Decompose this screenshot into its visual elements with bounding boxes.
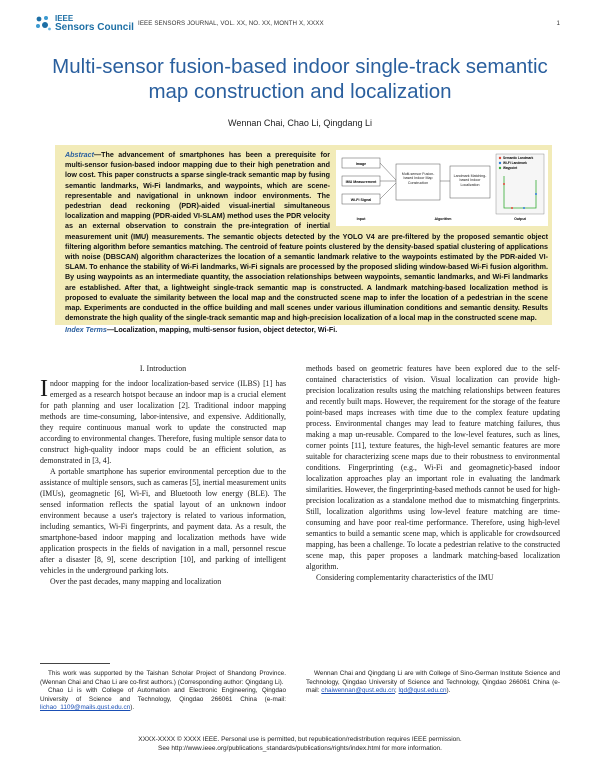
fig-legend-wifi: Wi-Fi Landmark (503, 161, 527, 166)
fig-label-output: Output (514, 217, 526, 221)
abstract (65, 150, 548, 323)
copyright-notice (40, 736, 560, 753)
body-column-right (306, 363, 560, 583)
footnote-rule (40, 663, 110, 664)
sensors-council-logo-icon (34, 14, 52, 32)
ieee-sensors-logo (34, 14, 134, 32)
abstract-body: —The advancement of smartphones has been a prerequisite for multi-sensor fusion-based indoor mapping due to their high penetration and low cost. This paper constructs a sparse single-track semantic map by fusing semantic landmarks, Wi-Fi landmarks, and waypoints, which are scene-representable and navigational in unknown indoor environments. The pedestrian dead reckoning (PDR)-aided visual-inertial simultaneous localization and mapping (PDR-aided VI-SLAM) method uses the PDR velocity as an external observation to constrain the pre-integration of inertial measurement unit (IMU) measurements. The semantic objects detected by the YOLO V4 are pre-filtered by the proposed semantic object filtering algorithm before semantics matching. The centroid of feature points clustered by the density-based spatial clustering of applications with noise (DBSCAN) algorithm characterizes the location of a semantic landmark relative to the waypoints estimated by the PDR-aided VI-SLAM. To enhance the stability of Wi-Fi landmarks, Wi-Fi signals are processed by the proposed sliding window-based Wi-Fi fusion algorithm. By using waypoints as an intermediate quantity, the association relationships between waypoints, semantic landmarks, and Wi-Fi landmarks are established. After that, a lightweight single-track semantic map is constructed. A landmark matching-based localization method is proposed to evaluate the similarity between the local map and the constructed scene map to infer the location of a pedestrian in the scene map. Experiments are conducted in the office building and mall scenes under various illumination conditions and semantic density. Results demonstrate the high quality of the single-track semantic map and high-precision localization of a local map in the constructed scene map. (65, 151, 548, 323)
fig-text-imu: IMU Measurement (345, 180, 377, 184)
body-column-left (40, 363, 286, 587)
index-terms-body: —Localization, mapping, multi-sensor fusion, object detector, Wi-Fi. (106, 326, 338, 334)
email-link-chai[interactable]: chaiwennan@qust.edu.cn (321, 687, 395, 695)
intro-paragraph-3: Over the past decades, many mapping and localization (50, 577, 222, 586)
abstract-label: Abstract (65, 151, 94, 159)
footnote-funding: This work was supported by the Taishan Scholar Project of Shandong Province. (Wennan Chai and Chao Li are co-first authors.) (Corresponding author: Qingdang Li). (40, 670, 286, 686)
logo-line-sensors-council: Sensors Council (55, 22, 134, 33)
intro-paragraph-2: A portable smartphone has superior environmental perception due to the assistance of multiple sensors, such as cameras [5], inertial measurement units (IMUs), geomagnetic [6], Wi-Fi, and Bluetooth low energy (BLE). The sensed information reflects the spatial layout of an unknown indoor environment because a user's trajectory is related to various information, including semantics, Wi-Fi fingerprints, and payment data. As a result, the smartphone-based indoor mapping and localization methods have wide application prospects in the fields of navigation in a mall, personnel rescue after a disaster [8, 9], scene description [10], and parking of intelligent vehicles in the underground parking lots. (40, 467, 286, 575)
fig-legend-semantic: Semantic Landmark (503, 156, 534, 161)
index-terms (65, 326, 548, 334)
email-link-lichao[interactable]: lichao_1109@mails.qust.edu.cn (40, 704, 131, 712)
fig-legend-waypoint: Waypoint (503, 166, 518, 171)
email-link-lqd[interactable]: lqd@qust.edu.cn (398, 687, 447, 695)
fig-text-localization: Landmark Matching-based Indoor Localization (453, 174, 487, 187)
journal-header: IEEE SENSORS JOURNAL, VOL. XX, NO. XX, MONTH X, XXXX (138, 20, 324, 27)
page-number: 1 (556, 20, 560, 27)
footnote-right (306, 670, 560, 696)
intro-paragraph-4: Considering complementarity characteristics of the IMU (316, 573, 494, 582)
intro-paragraph-1: Indoor mapping for the indoor localization-based service (ILBS) [1] has emerged as a research hotspot because an indoor map is a crucial element for path planning and user localization [2]. Traditional indoor mapping methods are time-consuming, labor-intensive, and expensive. Additionally, they require continuous manual work to update the constructed map according to environmental changes. Therefore, fusing multiple sensor data to construct high-quality indoor maps could be an efficient solution, as demonstrated in [3, 4]. (40, 376, 286, 465)
fig-label-input: Input (356, 217, 366, 221)
graphical-abstract-figure (336, 150, 548, 226)
footnote-affiliation-chai-li: Wennan Chai and Qingdang Li are with College of Sino-German Institute Science and Technology, Qingdao University of Science and Technology, Qingdao 266061 China (e-mail: chaiwennan@qust.edu.cn; lqd@qust.edu.cn). (306, 670, 560, 695)
intro-paragraph-3-cont: methods based on geometric features have been explored due to the self-contained characteristics of vision. Visual localization can provide high-precision localization results using the matching relationships between features and recently built maps. However, the requirement for the storage of the feature point-based maps increases with time due to the complex feature updating process. Environmental changes may lead to feature matching failures, thus making a map un-reusable. Compared to the low-level features, such as lines, corner points [11], texture features, the high-level semantic features are more suitable for characterizing scene maps due to their robustness to environmental conditions. Fingerprinting (e.g., Wi-Fi and geomagnetic)-based indoor localization approaches play an important role in evaluating the landmark similarities. However, the fingerprinting-based methods cannot be used for high-precision localization as a standalone method due to mismatching fingerprints. Still, localization algorithms using low-level feature matching are time-consuming and have poor real-time performance. Therefore, using high-level semantics to build a semantic scene map, which is applicable for crowdsourced mapping, has been a challenge. To locate a pedestrian relative to the constructed scene map, this paper proposes a landmark matching-based localization algorithm. (306, 364, 560, 571)
fig-text-map-construction: Multi-sensor Fusion-based Indoor Map Construction (401, 172, 435, 185)
index-terms-label: Index Terms (65, 326, 107, 334)
fig-label-algorithm: Algorithm (434, 217, 452, 221)
paper-title: Multi-sensor fusion-based indoor single-track semantic map construction and localization (52, 55, 548, 103)
fig-text-wifi: Wi-Fi Signal (350, 198, 372, 202)
copyright-line-1: XXXX-XXXX © XXXX IEEE. Personal use is permitted, but republication/redistribution requires IEEE permission. (138, 736, 462, 743)
section-heading-introduction: I. Introduction (139, 364, 187, 373)
footnote-left (40, 670, 286, 713)
page-header (34, 14, 560, 40)
fig-text-image: Image (355, 162, 367, 166)
footnote-affiliation-li: Chao Li is with College of Automation and Electronic Engineering, Qingdao University of Science and Technology, Qingdao 266061 China (e-mail: lichao_1109@mails.qust.edu.cn). (40, 687, 286, 712)
author-list: Wennan Chai, Chao Li, Qingdang Li (228, 118, 372, 128)
drop-cap: I (40, 376, 48, 402)
logo-line-ieee: IEEE (55, 14, 74, 23)
copyright-line-2: See http://www.ieee.org/publications_standards/publications/rights/index.html for more information. (158, 744, 442, 752)
